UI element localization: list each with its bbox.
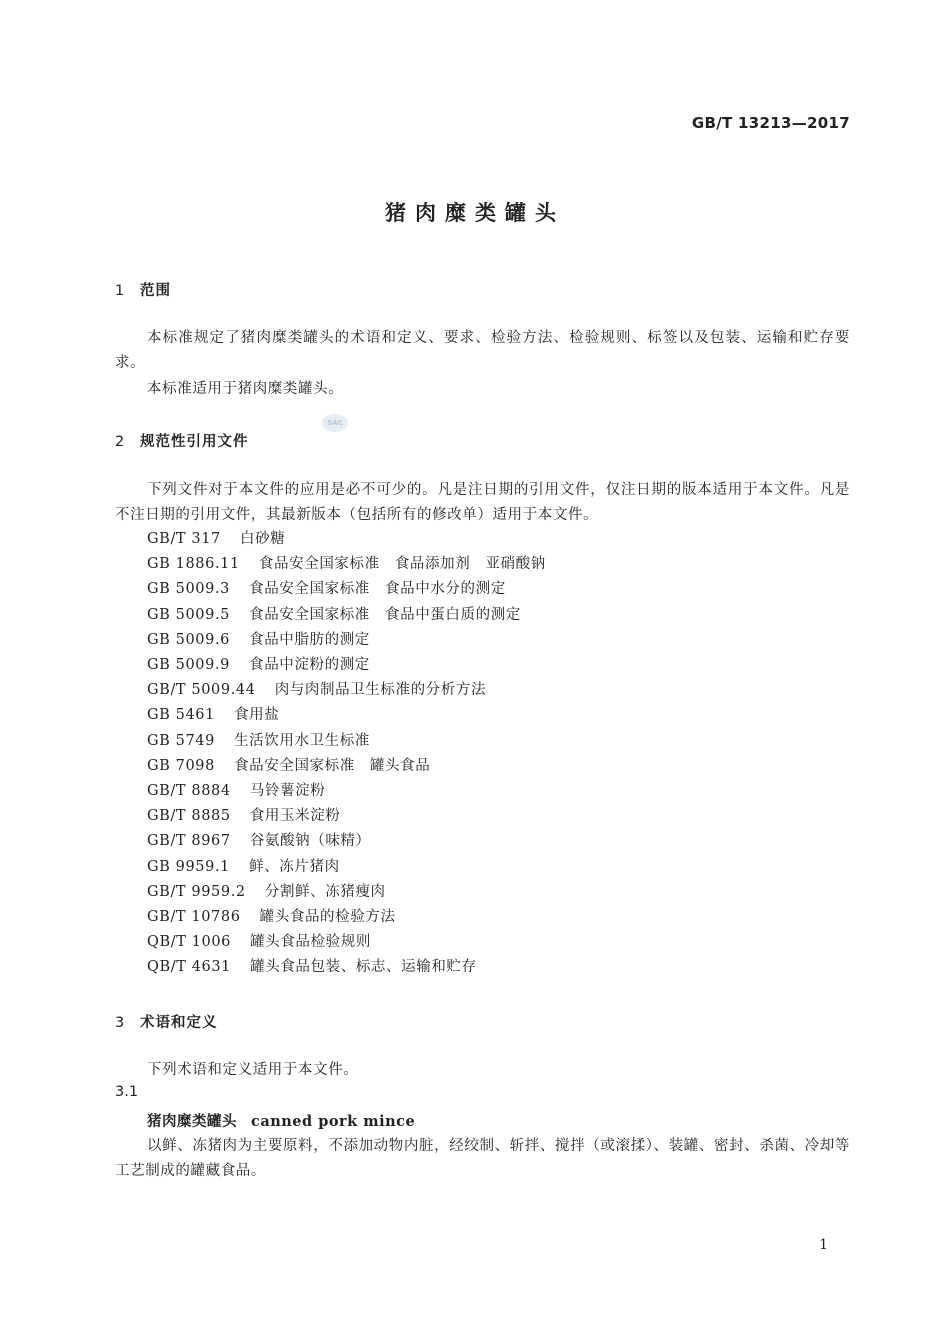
- reference-title: 马铃薯淀粉: [249, 783, 326, 800]
- reference-item: [147, 678, 546, 703]
- reference-item: [147, 527, 546, 552]
- reference-item: [147, 779, 546, 804]
- scope-paragraph-2: 本标准适用于猪肉糜类罐头。: [147, 381, 344, 397]
- reference-code: QB/T 1006: [147, 934, 232, 951]
- document-title: 猪肉糜类罐头: [385, 201, 565, 225]
- standard-code: GB/T 13213—2017: [691, 114, 850, 132]
- section-number: 1: [115, 283, 126, 299]
- reference-list: [147, 527, 546, 981]
- reference-title: 鲜、冻片猪肉: [249, 858, 340, 875]
- reference-item: [147, 653, 546, 678]
- reference-code: GB/T 8967: [147, 833, 231, 850]
- reference-item: [147, 754, 546, 779]
- reference-code: GB/T 8885: [147, 808, 231, 825]
- page-number: 1: [819, 1237, 828, 1253]
- reference-code: GB 5009.9: [147, 657, 230, 674]
- reference-title: 谷氨酸钠（味精）: [249, 833, 371, 850]
- reference-item: [147, 804, 546, 829]
- terms-intro: 下列术语和定义适用于本文件。: [147, 1062, 359, 1078]
- section-2-heading: [115, 430, 249, 451]
- reference-title: 食品中淀粉的测定: [249, 657, 370, 674]
- reference-code: GB 5009.5: [147, 606, 230, 623]
- reference-title: 白砂糖: [240, 531, 286, 547]
- reference-title: 肉与肉制品卫生标准的分析方法: [274, 682, 487, 699]
- reference-code: GB/T 5009.44: [147, 682, 256, 699]
- reference-title: 分割鲜、冻猪瘦肉: [264, 883, 386, 900]
- section-3-heading: [115, 1011, 218, 1032]
- reference-title: 食品安全国家标准 食品中水分的测定: [249, 581, 506, 598]
- term-chinese: 猪肉糜类罐头: [147, 1114, 237, 1130]
- reference-code: GB 7098: [147, 757, 215, 774]
- reference-code: GB/T 317: [147, 531, 221, 547]
- scope-paragraph-1: 本标准规定了猪肉糜类罐头的术语和定义、要求、检验方法、检验规则、标签以及包装、运输和贮存要求。: [115, 330, 850, 371]
- reference-title: 罐头食品检验规则: [250, 934, 371, 951]
- reference-code: GB 1886.11: [147, 556, 240, 573]
- reference-item: [147, 603, 546, 628]
- section-1-heading: [115, 279, 171, 300]
- reference-title: 食品安全国家标准 食品添加剂 亚硝酸钠: [258, 556, 546, 573]
- reference-code: GB 5461: [147, 707, 215, 724]
- section-title: 规范性引用文件: [140, 434, 249, 450]
- reference-item: [147, 955, 546, 980]
- sac-watermark: SAC: [322, 414, 348, 432]
- reference-code: GB 5749: [147, 732, 215, 749]
- reference-code: QB/T 4631: [147, 959, 232, 976]
- term-number: 3.1: [115, 1084, 139, 1100]
- reference-item: [147, 729, 546, 754]
- reference-item: [147, 930, 546, 955]
- reference-title: 食品安全国家标准 食品中蛋白质的测定: [249, 606, 521, 623]
- reference-code: GB 9959.1: [147, 858, 230, 875]
- reference-item: [147, 829, 546, 854]
- reference-title: 食用玉米淀粉: [249, 808, 341, 825]
- reference-title: 食用盐: [234, 707, 280, 724]
- reference-title: 食品安全国家标准 罐头食品: [234, 757, 431, 774]
- section-title: 范围: [140, 283, 171, 299]
- section-number: 3: [115, 1015, 126, 1031]
- reference-item: [147, 905, 546, 930]
- section-number: 2: [115, 434, 126, 450]
- reference-item: [147, 880, 546, 905]
- reference-code: GB 5009.6: [147, 631, 230, 648]
- reference-title: 生活饮用水卫生标准: [234, 732, 370, 749]
- reference-code: GB 5009.3: [147, 581, 230, 598]
- reference-code: GB/T 8884: [147, 783, 231, 800]
- term-english: canned pork mince: [251, 1113, 416, 1130]
- reference-title: 罐头食品包装、标志、运输和贮存: [250, 959, 477, 976]
- reference-item: [147, 628, 546, 653]
- reference-code: GB/T 10786: [147, 909, 241, 926]
- reference-item: [147, 552, 546, 577]
- reference-item: [147, 577, 546, 602]
- section-title: 术语和定义: [140, 1015, 218, 1031]
- references-intro: 下列文件对于本文件的应用是必不可少的。凡是注日期的引用文件，仅注日期的版本适用于本文件。凡是不注日期的引用文件，其最新版本（包括所有的修改单）适用于本文件。: [115, 482, 850, 523]
- term-heading: [147, 1110, 415, 1131]
- reference-item: [147, 703, 546, 728]
- reference-item: [147, 855, 546, 880]
- reference-title: 罐头食品的检验方法: [259, 909, 396, 926]
- reference-code: GB/T 9959.2: [147, 883, 246, 900]
- reference-title: 食品中脂肪的测定: [249, 631, 370, 648]
- term-definition: 以鲜、冻猪肉为主要原料，不添加动物内脏，经绞制、斩拌、搅拌（或滚揉）、装罐、密封、杀菌、冷却等工艺制成的罐藏食品。: [115, 1138, 850, 1179]
